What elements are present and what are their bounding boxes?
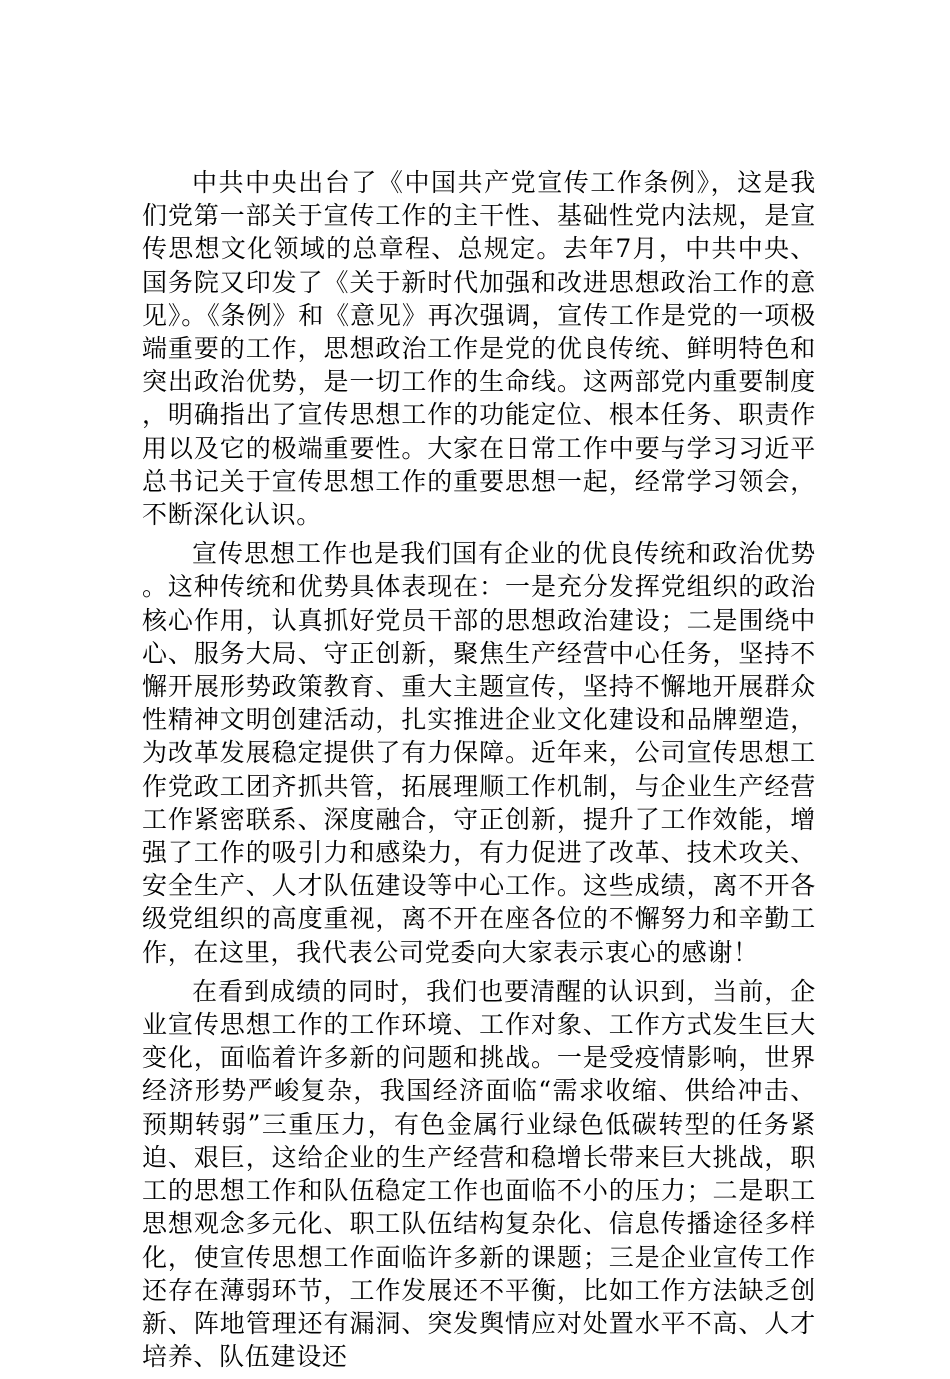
- document-body: [142, 166, 816, 1379]
- paragraph-1: 中共中央出台了《中国共产党宣传工作条例》，这是我们党第一部关于宣传工作的主干性、基础性党内法规，是宣传思想文化领域的总章程、总规定。去年7月，中共中央、国务院又印发了《关于新时代加强和改进思想政治工作的意见》。《条例》和《意见》再次强调，宣传工作是党的一项极端重要的工作，思想政治工作是党的优良传统、鲜明特色和突出政治优势，是一切工作的生命线。这两部党内重要制度，明确指出了宣传思想工作的功能定位、根本任务、职责作用以及它的极端重要性。大家在日常工作中要与学习习近平总书记关于宣传思想工作的重要思想一起，经常学习领会，不断深化认识。: [142, 168, 816, 530]
- paragraph-2: 宣传思想工作也是我们国有企业的优良传统和政治优势。这种传统和优势具体表现在：一是充分发挥党组织的政治核心作用，认真抓好党员干部的思想政治建设；二是围绕中心、服务大局、守正创新，聚焦生产经营中心任务，坚持不懈开展形势政策教育、重大主题宣传，坚持不懈地开展群众性精神文明创建活动，扎实推进企业文化建设和品牌塑造，为改革发展稳定提供了有力保障。近年来，公司宣传思想工作党政工团齐抓共管，拓展理顺工作机制，与企业生产经营工作紧密联系、深度融合，守正创新，提升了工作效能，增强了工作的吸引力和感染力，有力促进了改革、技术攻关、安全生产、人才队伍建设等中心工作。这些成绩，离不开各级党组织的高度重视，离不开在座各位的不懈努力和辛勤工作，在这里，我代表公司党委向大家表示衷心的感谢！: [142, 539, 816, 967]
- paragraph-3: 在看到成绩的同时，我们也要清醒的认识到，当前，企业宣传思想工作的工作环境、工作对象、工作方式发生巨大变化，面临着许多新的问题和挑战。一是受疫情影响，世界经济形势严峻复杂，我国经济面临“需求收缩、供给冲击、预期转弱”三重压力，有色金属行业绿色低碳转型的任务紧迫、艰巨，这给企业的生产经营和稳增长带来巨大挑战，职工的思想工作和队伍稳定工作也面临不小的压力；二是职工思想观念多元化、职工队伍结构复杂化、信息传播途径多样化，使宣传思想工作面临许多新的课题；三是企业宣传工作还存在薄弱环节，工作发展还不平衡，比如工作方法缺乏创新、阵地管理还有漏洞、突发舆情应对处置水平不高、人才培养、队伍建设还: [142, 976, 816, 1372]
